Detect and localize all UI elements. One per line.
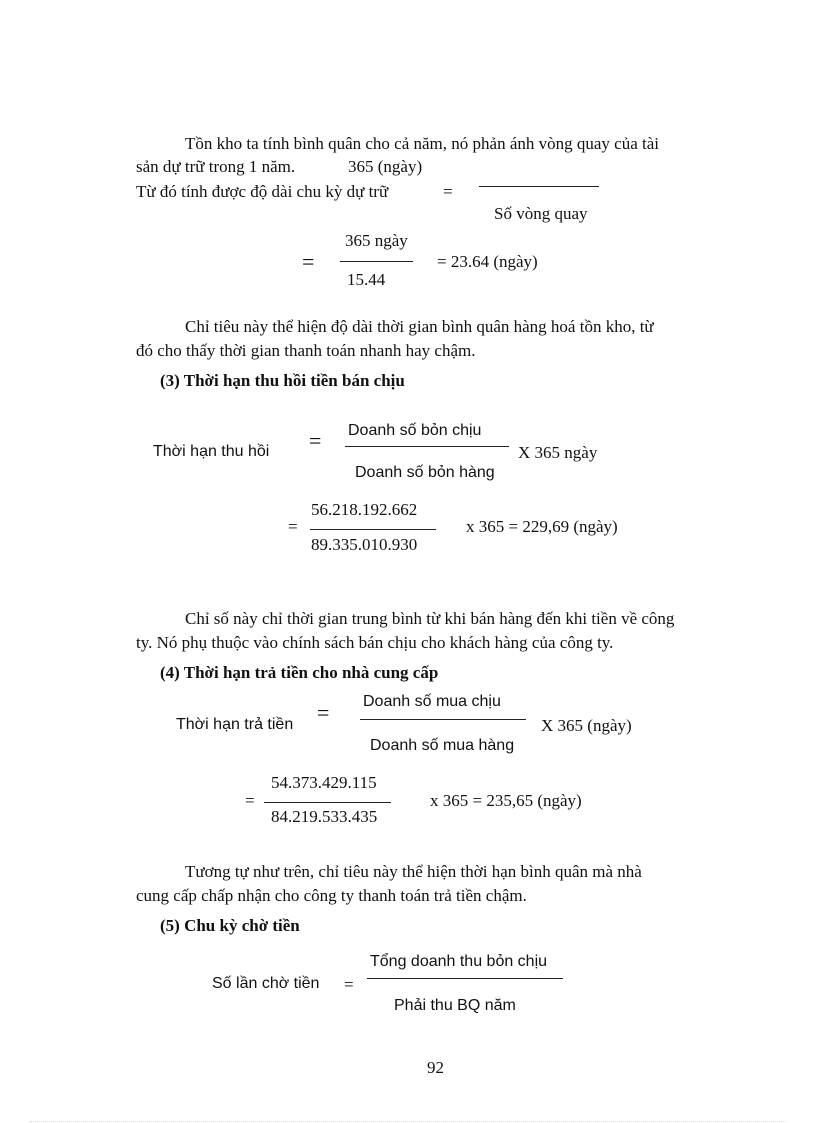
heading-5: (5) Chu kỳ chờ tiền [160,916,300,935]
formula-6-result: x 365 = 235,65 (ngày) [430,791,582,810]
heading-4: (4) Thời hạn trả tiền cho nhà cung cấp [160,663,439,682]
paragraph-1-line-3: Từ đó tính được độ dài chu kỳ dự trữ [136,182,389,201]
formula-4-result: x 365 = 229,69 (ngày) [466,517,618,536]
formula-3-label: Thời hạn thu hồi [153,443,270,460]
formula-5-denominator: Doanh số mua hàng [370,737,515,754]
formula-4-denominator: 89.335.010.930 [311,535,418,554]
formula-5-numerator: Doanh số mua chịu [363,693,501,710]
formula-7-label: Số lần chờ tiền [212,975,320,992]
formula-5-multiplier: X 365 (ngày) [541,716,632,735]
paragraph-4-line-2: cung cấp chấp nhận cho công ty thanh toán trả tiền chậm. [136,886,527,905]
formula-3-numerator: Doanh số bỏn chịu [348,422,482,439]
formula-5-fraction-bar [360,719,526,720]
formula-2-fraction-bar [340,261,413,262]
formula-2-result: = 23.64 (ngày) [437,252,538,271]
formula-3-multiplier: X 365 ngày [518,443,598,462]
formula-1-equals: = [443,182,453,201]
formula-7-denominator: Phải thu BQ năm [394,997,516,1014]
formula-5-label: Thời hạn trả tiền [176,716,294,733]
footer-divider [30,1121,786,1122]
formula-4-equals: = [288,517,298,536]
formula-1-numerator: 365 (ngày) [348,157,423,176]
formula-5-equals: = [317,700,330,725]
formula-1-fraction-bar [479,186,599,187]
paragraph-2-line-2: đó cho thấy thời gian thanh toán nhanh hay chậm. [136,341,476,360]
formula-7-fraction-bar [367,978,563,979]
paragraph-4-line-1: Tương tự như trên, chỉ tiêu này thể hiện thời hạn bình quân mà nhà [185,862,642,881]
paragraph-2-line-1: Chỉ tiêu này thể hiện độ dài thời gian bình quân hàng hoá tồn kho, từ [185,317,654,336]
page-number: 92 [427,1058,444,1077]
paragraph-1-line-1: Tồn kho ta tính bình quân cho cả năm, nó phản ánh vòng quay của tài [185,134,659,153]
paragraph-1-line-2: sản dự trữ trong 1 năm. [136,157,296,176]
paragraph-3-line-2: ty. Nó phụ thuộc vào chính sách bán chịu cho khách hàng của công ty. [136,633,614,652]
paragraph-3-line-1: Chỉ số này chỉ thời gian trung bình từ khi bán hàng đến khi tiền về công [185,609,675,628]
formula-7-equals: = [344,975,354,994]
formula-6-equals: = [245,791,255,810]
heading-3: (3) Thời hạn thu hồi tiền bán chịu [160,371,405,390]
formula-2-equals: = [302,249,315,274]
formula-2-denominator: 15.44 [347,270,386,289]
formula-2-numerator: 365 ngày [345,231,408,250]
formula-7-numerator: Tổng doanh thu bỏn chịu [370,953,548,970]
formula-6-denominator: 84.219.533.435 [271,807,378,826]
formula-3-fraction-bar [345,446,509,447]
formula-6-fraction-bar [264,802,391,803]
formula-3-equals: = [309,428,322,453]
formula-4-numerator: 56.218.192.662 [311,500,418,519]
formula-4-fraction-bar [310,529,436,530]
formula-1-denominator: Số vòng quay [494,204,588,223]
formula-3-denominator: Doanh số bỏn hàng [355,464,495,481]
formula-6-numerator: 54.373.429.115 [271,773,377,792]
